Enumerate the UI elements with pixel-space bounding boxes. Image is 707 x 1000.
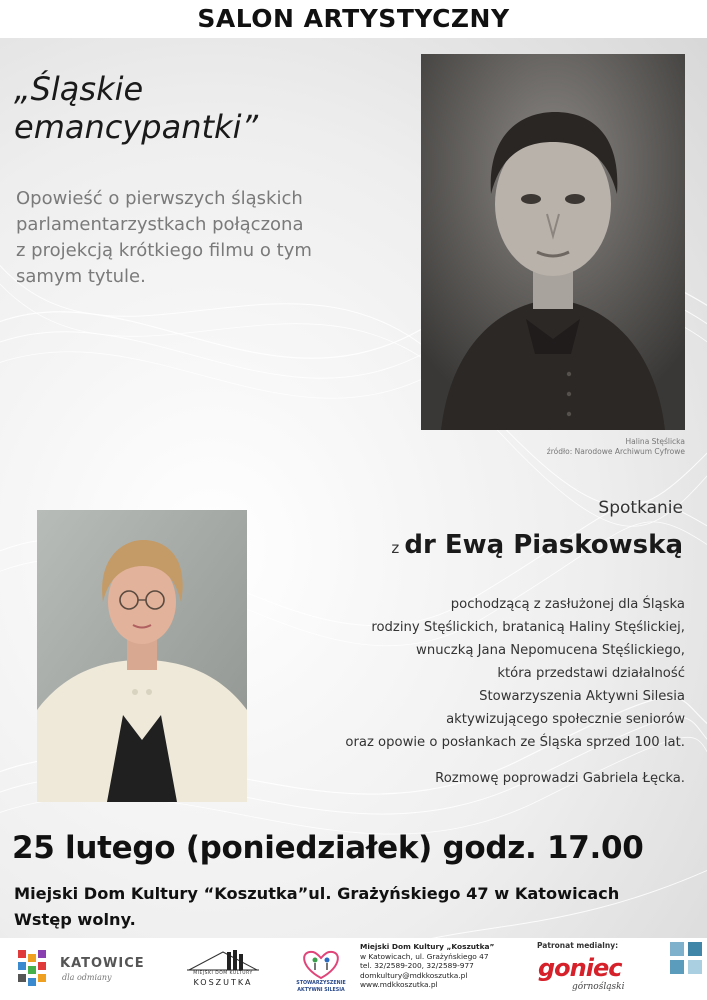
aktywni-silesia-logo <box>291 948 351 996</box>
poster-title: SALON ARTYSTYCZNY <box>197 4 510 33</box>
headline-line: emancypantki” <box>14 108 259 146</box>
event-datetime: 25 lutego (poniedziałek) godz. 17.00 <box>12 830 644 866</box>
contact-line: tel. 32/2589-200, 32/2589-977 <box>360 961 474 971</box>
guest-bio <box>265 593 685 754</box>
silesia-line2: AKTYWNI SILESIA <box>297 988 345 993</box>
contact-line: w Katowicach, ul. Grażyńskiego 47 <box>360 951 489 961</box>
koszutka-wordmark: KOSZUTKA <box>193 978 253 987</box>
guest-preposition: z <box>391 539 400 557</box>
sponsor-footer <box>0 938 707 1000</box>
title-bar <box>0 0 707 38</box>
goniec-wordmark: goniec <box>538 954 622 982</box>
katowice-logo <box>14 948 164 992</box>
entry-info: Wstęp wolny. <box>14 910 136 929</box>
koszutka-subtitle: MIEJSKI DOM KULTURY <box>193 971 253 976</box>
host-line: Rozmowę poprowadzi Gabriela Łęcka. <box>435 771 685 786</box>
bio-line: Stowarzyszenia Aktywni Silesia <box>479 689 685 704</box>
bio-line: która przedstawi działalność <box>497 666 685 681</box>
guest-line <box>391 530 683 560</box>
media-patron-label: Patronat medialny: <box>537 941 619 950</box>
event-description <box>16 186 396 290</box>
guest-name: dr Ewą Piaskowską <box>404 530 683 560</box>
contact-email: domkultury@mdkkoszutka.pl <box>360 970 468 980</box>
historic-portrait-photo <box>421 54 685 430</box>
heart-figures-icon <box>291 948 351 980</box>
photo-caption <box>547 437 685 457</box>
event-venue-block <box>14 881 619 933</box>
katowice-mosaic-icon <box>14 948 54 988</box>
event-venue: Miejski Dom Kultury “Koszutka”ul. Grażyńskiego 47 w Katowicach <box>14 884 620 903</box>
headline-line: „Śląskie <box>14 70 144 108</box>
guest-portrait-photo <box>37 510 247 802</box>
goniec-logo <box>538 952 630 996</box>
goniec-subtitle: górnośląski <box>572 982 625 992</box>
contact-website: www.mdkkoszutka.pl <box>360 980 438 990</box>
contact-info <box>360 942 535 990</box>
katowice-wordmark: KATOWICE <box>60 956 145 971</box>
bio-line: rodziny Stęślickich, bratanicą Haliny Stęślickiej, <box>371 620 685 635</box>
description-line: Opowieść o pierwszych śląskich <box>16 188 303 209</box>
bio-line: aktywizującego społecznie seniorów <box>446 712 685 727</box>
caption-name: Halina Stęślicka <box>625 437 685 446</box>
bio-line: pochodzącą z zasłużonej dla Śląska <box>450 597 685 612</box>
caption-source: źródło: Narodowe Archiwum Cyfrowe <box>546 447 685 456</box>
katowice-tagline: dla odmiany <box>62 973 112 982</box>
description-line: z projekcją krótkiego filmu o tym <box>16 240 312 261</box>
meeting-label: Spotkanie <box>598 498 683 518</box>
description-line: samym tytule. <box>16 266 146 287</box>
description-line: parlamentarzystkach połączona <box>16 214 304 235</box>
koszutka-buildings-icon <box>183 948 263 972</box>
bio-line: oraz opowie o posłankach ze Śląska sprzed 100 lat. <box>345 735 685 750</box>
bio-line: wnuczką Jana Nepomucena Stęślickiego, <box>416 643 685 658</box>
contact-line: Miejski Dom Kultury „Koszutka” <box>360 942 495 951</box>
decorative-squares <box>668 938 707 1000</box>
event-headline <box>14 70 374 146</box>
koszutka-logo <box>183 948 263 994</box>
silesia-line1: STOWARZYSZENIE <box>296 981 346 986</box>
